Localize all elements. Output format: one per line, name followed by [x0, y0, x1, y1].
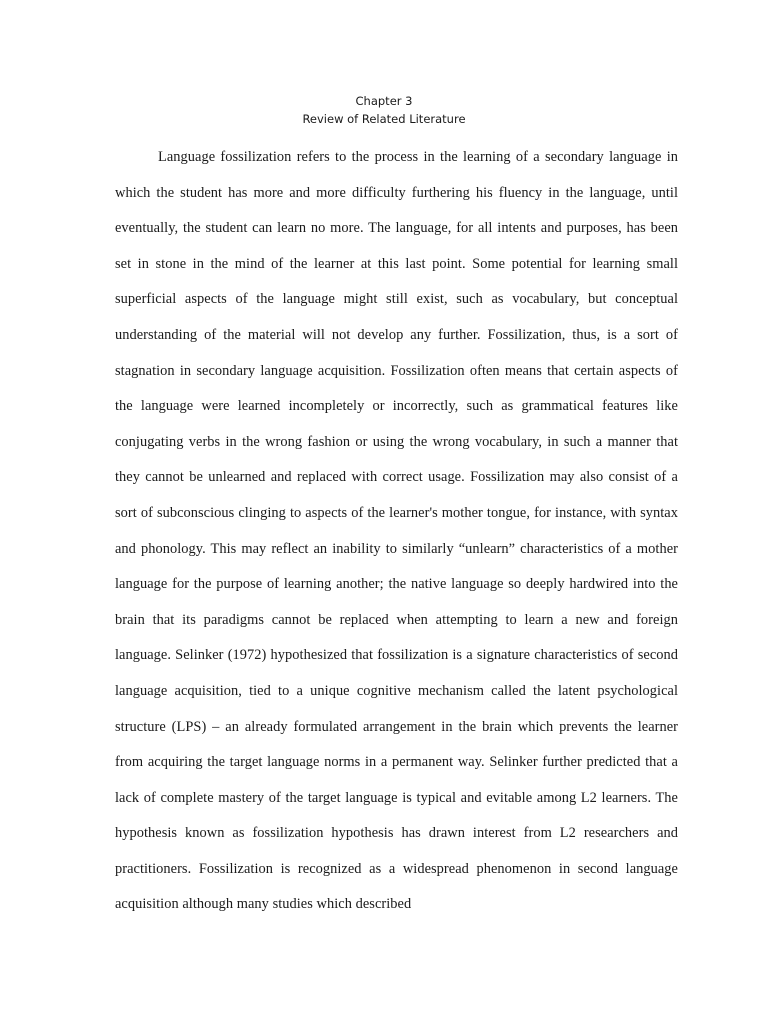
body-paragraph: Language fossilization refers to the process in the learning of a secondary language in which the student has more and more difficulty furthering his fluency in the language, until eventually, the student can learn no more. The language, for all intents and purposes, has been set in stone in the mind of the learner at this last point. Some potential for learning small superficial aspects of the language might still exist, such as vocabulary, but conceptual understanding of the material will not develop any further. Fossilization, thus, is a sort of stagnation in secondary language acquisition. Fossilization often means that certain aspects of the language were learned incompletely or incorrectly, such as grammatical features like conjugating verbs in the wrong fashion or using the wrong vocabulary, in such a manner that they cannot be unlearned and replaced with correct usage. Fossilization may also consist of a sort of subconscious clinging to aspects of the learner's mother tongue, for instance, with syntax and phonology. This may reflect an inability to similarly “unlearn” characteristics of a mother language for the purpose of learning another; the native language so deeply hardwired into the brain that its paradigms cannot be replaced when attempting to learn a new and foreign language. Selinker (1972) hypothesized that fossilization is a signature characteristics of second language acquisition, tied to a unique cognitive mechanism called the latent psychological structure (LPS) – an already formulated arrangement in the brain which prevents the learner from acquiring the target language norms in a permanent way. Selinker further predicted that a lack of complete mastery of the target language is typical and evitable among L2 learners. The hypothesis known as fossilization hypothesis has drawn interest from L2 researchers and practitioners. Fossilization is recognized as a widespread phenomenon in second language acquisition although many studies which described	[115, 149, 678, 913]
chapter-heading: Chapter 3	[355, 94, 413, 108]
section-title: Review of Related Literature	[302, 112, 466, 126]
